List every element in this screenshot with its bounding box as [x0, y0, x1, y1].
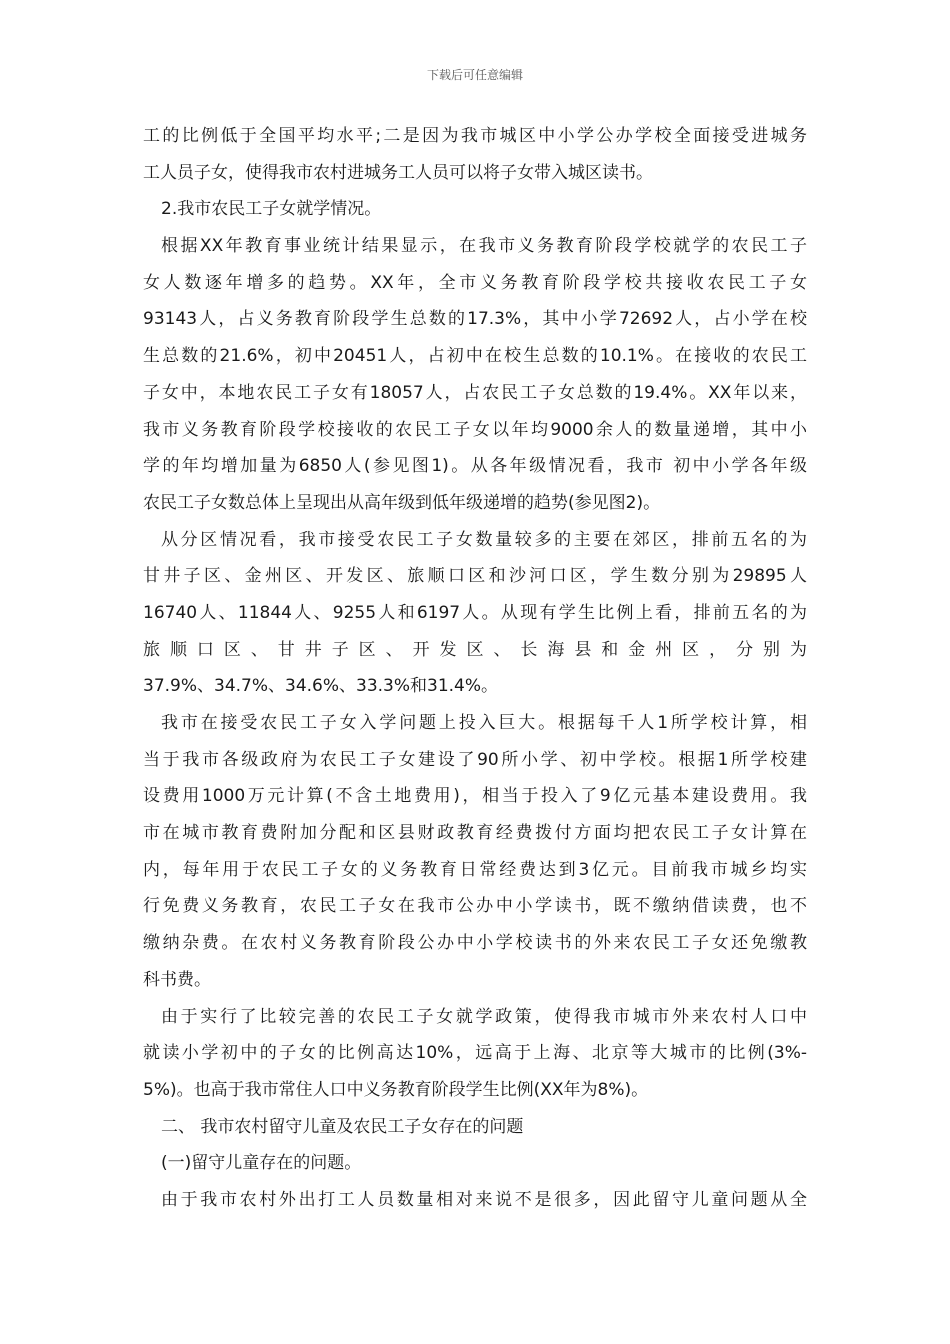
text-line: 37.9%、34.7%、34.6%、33.3%和31.4%。: [143, 676, 499, 697]
text-line: 工的比例低于全国平均水平;二是因为我市城区中小学公办学校全面接受进城务: [143, 126, 807, 146]
text-line: 5%)。也高于我市常住人口中义务教育阶段学生比例(XX年为8%)。: [143, 1079, 649, 1100]
text-line: 从分区情况看，我市接受农民工子女数量较多的主要在郊区，排前五名的为: [161, 529, 807, 550]
text-line: 缴纳杂费。在农村义务教育阶段公办中小学校读书的外来农民工子女还免缴教: [143, 933, 807, 954]
text-line: 根据XX年教育事业统计结果显示，在我市义务教育阶段学校就学的农民工子: [161, 236, 807, 257]
page-header: 下载后可任意编辑: [426, 68, 523, 82]
text-line: 由于我市农村外出打工人员数量相对来说不是很多，因此留守儿童问题从全: [161, 1189, 807, 1210]
document-body: [143, 118, 807, 1219]
text-line: 市在城市教育费附加分配和区县财政教育经费拨付方面均把农民工子女计算在: [143, 823, 807, 844]
text-line: 行免费义务教育，农民工子女在我市公办中小学读书，既不缴纳借读费，也不: [143, 896, 807, 917]
text-line: 我市在接受农民工子女入学问题上投入巨大。根据每千人1所学校计算，相: [161, 713, 807, 733]
text-line: 2.我市农民工子女就学情况。: [161, 199, 382, 220]
text-line: 科书费。: [143, 969, 211, 990]
text-line: (一)留守儿童存在的问题。: [161, 1153, 362, 1174]
text-line: 当于我市各级政府为农民工子女建设了90所小学、初中学校。根据1所学校建: [143, 749, 807, 770]
text-line: 由于实行了比较完善的农民工子女就学政策，使得我市城市外来农村人口中: [161, 1006, 807, 1027]
text-line: 16740人、11844人、9255人和6197人。从现有学生比例上看，排前五名的为: [143, 602, 807, 623]
text-line: 设费用1000万元计算(不含土地费用)，相当于投入了9亿元基本建设费用。我: [143, 786, 807, 807]
text-line: 生总数的21.6%，初中20451人，占初中在校生总数的10.1%。在接收的农民工: [143, 346, 807, 367]
text-line: 农民工子女数总体上呈现出从高年级到低年级递增的趋势(参见图2)。: [143, 492, 661, 513]
text-line: 学的年均增加量为6850人(参见图1)。从各年级情况看，我市 初中小学各年级: [143, 456, 807, 477]
text-line: 二、 我市农村留守儿童及农民工子女存在的问题: [161, 1116, 524, 1137]
text-line: 93143人，占义务教育阶段学生总数的17.3%，其中小学72692人，占小学在校: [143, 309, 807, 330]
text-line: 旅顺口区、甘井子区、开发区、长海县和金州区，分别为: [143, 639, 807, 660]
text-line: 我市义务教育阶段学校接收的农民工子女以年均9000余人的数量递增，其中小: [143, 419, 807, 440]
text-line: 工人员子女，使得我市农村进城务工人员可以将子女带入城区读书。: [143, 162, 653, 183]
text-line: 女人数逐年增多的趋势。XX年，全市义务教育阶段学校共接收农民工子女: [143, 272, 807, 293]
text-line: 内，每年用于农民工子女的义务教育日常经费达到3亿元。目前我市城乡均实: [143, 859, 807, 880]
text-line: 子女中，本地农民工子女有18057人，占农民工子女总数的19.4%。XX年以来，: [143, 382, 807, 403]
text-line: 甘井子区、金州区、开发区、旅顺口区和沙河口区，学生数分别为29895人: [143, 566, 807, 587]
text-line: 就读小学初中的子女的比例高达10%，远高于上海、北京等大城市的比例(3%-: [143, 1043, 807, 1064]
